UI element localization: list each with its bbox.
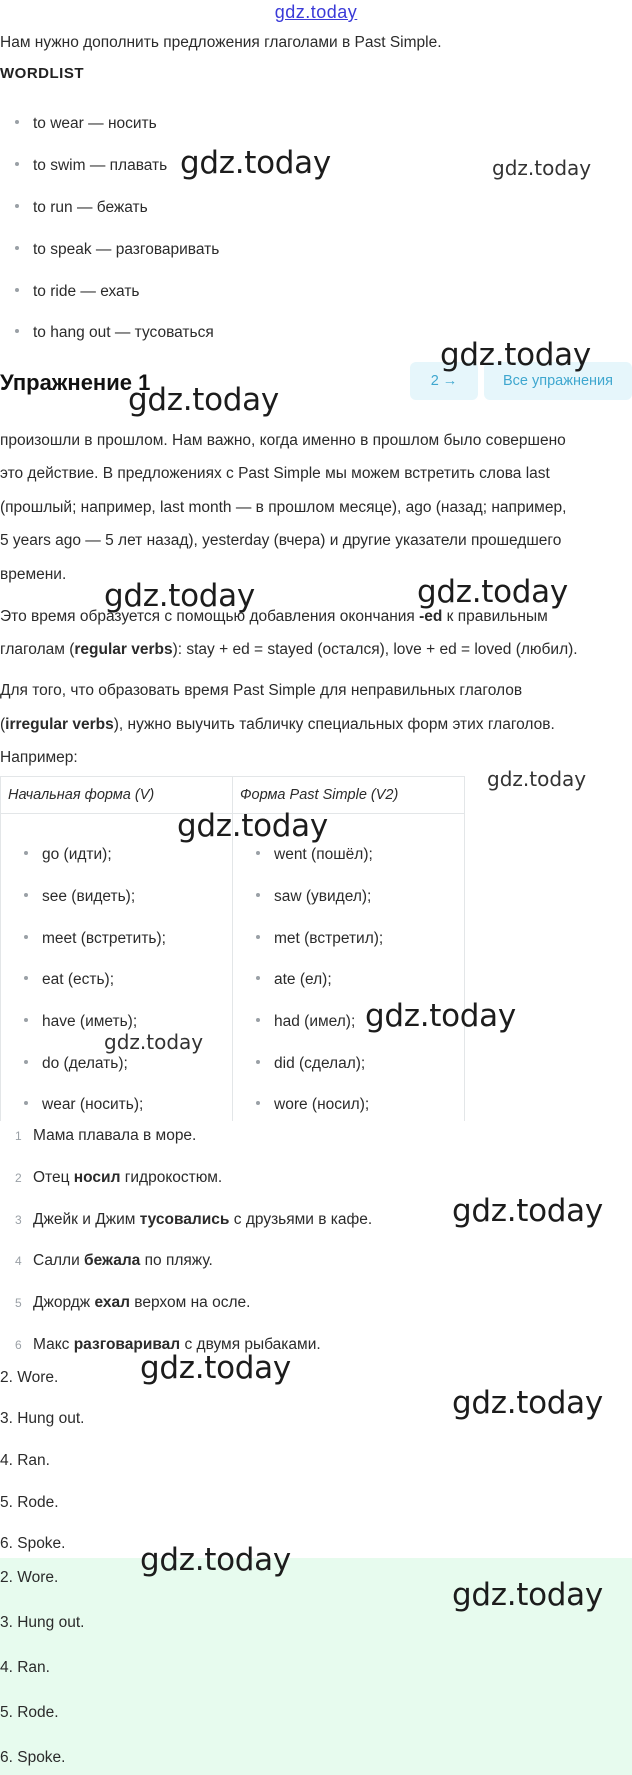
theory-line: произошли в прошлом. Нам важно, когда именно в прошлом было совершено (0, 432, 566, 449)
bullet-icon (24, 1101, 28, 1105)
answer-highlighted-item: 2. Wore. (0, 1569, 59, 1586)
wordlist-item: to wear — носить (15, 115, 157, 133)
answer-item: 4. Ran. (0, 1452, 50, 1469)
table-cell: wear (носить); (24, 1096, 143, 1114)
example-label: Например: (0, 749, 78, 766)
table-cell: do (делать); (24, 1055, 128, 1073)
bullet-icon (256, 893, 260, 897)
answer-highlighted-item: 5. Rode. (0, 1704, 59, 1721)
next-exercise-button[interactable]: 2 → (410, 362, 478, 400)
table-header-base: Начальная форма (V) (8, 787, 155, 803)
sentence-item: 3 Джейк и Джим тусовались с друзьями в кафе. (15, 1211, 373, 1228)
exercise-title: Упражнение 1 (0, 370, 151, 395)
sentence-item: 2 Отец носил гидрокостюм. (15, 1169, 223, 1186)
bullet-icon (24, 935, 28, 939)
answer-item: 6. Spoke. (0, 1535, 66, 1552)
bullet-icon (24, 976, 28, 980)
bullet-icon (15, 162, 19, 166)
table-cell: meet (встретить); (24, 930, 166, 948)
watermark: gdz.today (365, 998, 516, 1034)
wordlist-item: to ride — ехать (15, 283, 140, 301)
theory-line: глаголам (regular verbs): stay + ed = stayed (остался), love + ed = loved (любил). (0, 641, 578, 658)
table-cell: see (видеть); (24, 888, 135, 906)
answer-highlighted-item: 4. Ran. (0, 1659, 50, 1676)
table-cell: go (идти); (24, 846, 112, 864)
watermark: gdz.today (417, 574, 568, 610)
watermark: gdz.today (140, 1542, 291, 1578)
watermark: gdz.today (104, 1030, 204, 1054)
table-cell: went (пошёл); (256, 846, 373, 864)
sentence-item: 4 Салли бежала по пляжу. (15, 1252, 213, 1269)
table-cell: had (имел); (256, 1013, 355, 1031)
watermark: gdz.today (440, 337, 591, 373)
bullet-icon (256, 1060, 260, 1064)
wordlist-item: to swim — плавать (15, 157, 167, 175)
bullet-icon (15, 246, 19, 250)
theory-line: времени. (0, 566, 67, 583)
answer-item: 5. Rode. (0, 1494, 59, 1511)
watermark: gdz.today (452, 1385, 603, 1421)
bullet-icon (24, 851, 28, 855)
wordlist-title: WORDLIST (0, 65, 84, 82)
answer-highlighted-item: 6. Spoke. (0, 1749, 66, 1766)
bullet-icon (15, 288, 19, 292)
bullet-icon (15, 204, 19, 208)
bullet-icon (24, 1018, 28, 1022)
bullet-icon (256, 1101, 260, 1105)
watermark: gdz.today (487, 767, 587, 791)
watermark: gdz.today (128, 382, 279, 418)
wordlist-item: to speak — разговаривать (15, 241, 219, 259)
watermark: gdz.today (452, 1577, 603, 1613)
table-cell: have (иметь); (24, 1013, 137, 1031)
wordlist-item: to run — бежать (15, 199, 148, 217)
theory-line: (прошлый; например, last month — в прошлом месяце), ago (назад; например, (0, 499, 567, 516)
watermark: gdz.today (180, 145, 331, 181)
answer-item: 3. Hung out. (0, 1410, 85, 1427)
bullet-icon (256, 976, 260, 980)
wordlist-item: to hang out — тусоваться (15, 324, 214, 342)
answer-highlighted-item: 3. Hung out. (0, 1614, 85, 1631)
sentence-item: 6 Макс разговаривал с двумя рыбаками. (15, 1336, 321, 1353)
table-cell: wore (носил); (256, 1096, 369, 1114)
bullet-icon (15, 120, 19, 124)
watermark: gdz.today (104, 578, 255, 614)
answer-item: 2. Wore. (0, 1369, 59, 1386)
table-header-past: Форма Past Simple (V2) (240, 787, 399, 803)
bullet-icon (24, 893, 28, 897)
site-watermark-header: gdz.today (274, 2, 358, 22)
theory-line: Для того, что образовать время Past Simple для неправильных глаголов (0, 682, 523, 699)
theory-line: это действие. В предложениях с Past Simple мы можем встретить слова last (0, 465, 550, 482)
intro-text: Нам нужно дополнить предложения глаголами в Past Simple. (0, 34, 442, 51)
watermark: gdz.today (140, 1350, 291, 1386)
theory-line: (irregular verbs), нужно выучить табличку специальных форм этих глаголов. (0, 716, 555, 733)
watermark: gdz.today (452, 1193, 603, 1229)
table-cell: met (встретил); (256, 930, 383, 948)
table-cell: saw (увидел); (256, 888, 371, 906)
theory-line: Это время образуется с помощью добавления окончания -ed к правильным (0, 608, 548, 625)
bullet-icon (24, 1060, 28, 1064)
table-cell: did (сделал); (256, 1055, 365, 1073)
bullet-icon (256, 935, 260, 939)
table-cell: eat (есть); (24, 971, 114, 989)
sentence-item: 5 Джордж ехал верхом на осле. (15, 1294, 251, 1311)
watermark: gdz.today (492, 156, 592, 180)
bullet-icon (15, 329, 19, 333)
watermark: gdz.today (177, 808, 328, 844)
all-exercises-button[interactable]: Все упражнения (484, 362, 632, 400)
bullet-icon (256, 851, 260, 855)
sentence-item: 1 Мама плавала в море. (15, 1127, 197, 1144)
table-cell: ate (ел); (256, 971, 332, 989)
theory-line: 5 years ago — 5 лет назад), yesterday (вчера) и другие указатели прошедшего (0, 532, 562, 549)
bullet-icon (256, 1018, 260, 1022)
